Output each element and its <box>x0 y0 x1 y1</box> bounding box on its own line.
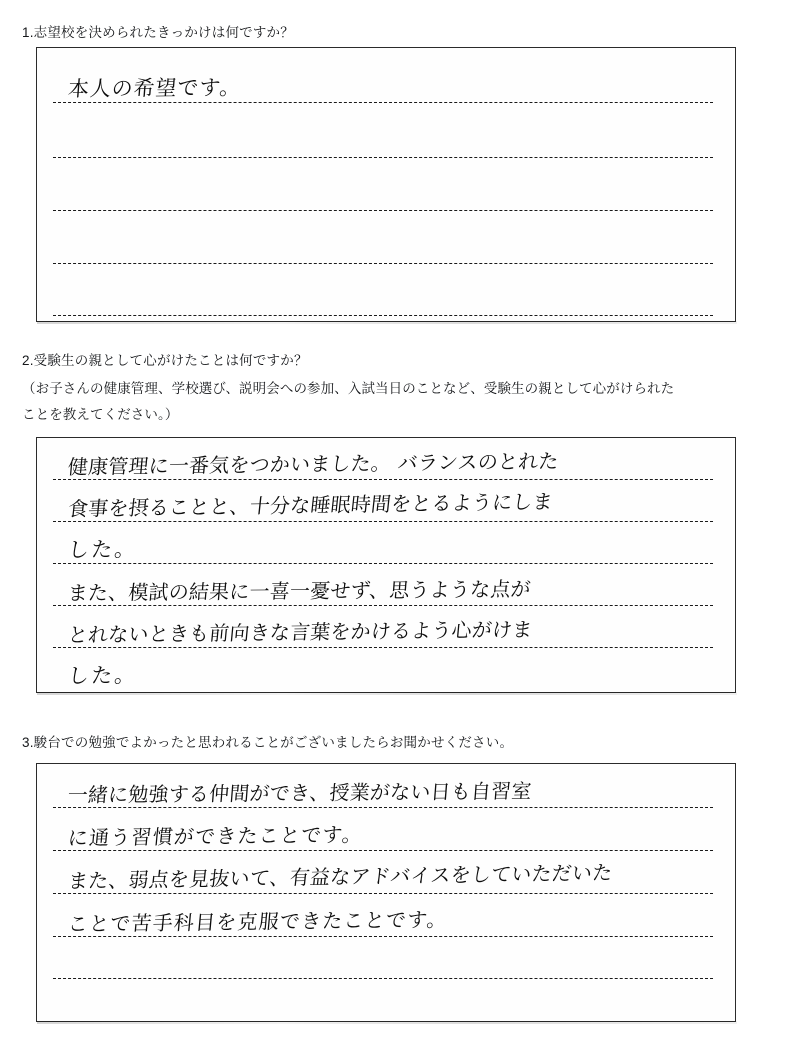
q1-handwriting-line-1: 本人の希望です。 <box>66 75 243 102</box>
q2-handwriting-line-4: また、模試の結果に一喜一憂せず、思うような点が <box>66 576 532 606</box>
question-2-answer-box[interactable] <box>36 437 736 693</box>
q3-handwriting-line-6 <box>67 1008 717 1016</box>
question-2-prompt: 2.受験生の親として心がけたことは何ですか？ <box>22 353 308 368</box>
question-2-subprompt-line-1: （お子さんの健康管理、学校選び、説明会への参加、入試当日のことなど、受験生の親として心がけられた <box>22 381 675 396</box>
q1-ruled-rows <box>37 48 735 321</box>
q1-rule-1 <box>53 102 713 103</box>
q2-handwriting-line-6: した。 <box>66 663 139 689</box>
q2-rule-3 <box>53 563 713 564</box>
q1-rule-2 <box>53 157 713 158</box>
q2-handwriting-line-5: とれないときも前向きな言葉をかけるよう心がけま <box>66 617 534 648</box>
q2-ruled-rows <box>37 438 735 692</box>
q1-rule-4 <box>53 263 713 264</box>
q2-rule-1 <box>53 479 713 480</box>
question-2-subprompt-line-2: ことを教えてください。） <box>22 407 179 422</box>
q2-handwriting-line-2: 食事を摂ることと、十分な睡眠時間をとるようにしま <box>66 489 555 522</box>
q2-rule-5 <box>53 647 713 648</box>
q1-rule-3 <box>53 210 713 211</box>
q3-handwriting-line-3: また、弱点を見抜いて、有益なアドバイスをしていただいた <box>66 860 614 894</box>
q1-rule-5 <box>53 315 713 316</box>
q3-handwriting-line-2: に通う習慣ができたことです。 <box>66 822 365 851</box>
q3-handwriting-line-4: ことで苦手科目を克服できたことです。 <box>66 907 450 937</box>
question-3-answer-box[interactable] <box>36 763 736 1022</box>
question-3-prompt: 3.駿台での勉強でよかったと思われることがございましたらお聞かせください。 <box>22 735 514 750</box>
q2-handwriting-line-1: 健康管理に一番気をつかいました。 バランスのとれた <box>66 448 560 480</box>
q3-rule-5 <box>53 978 713 979</box>
q3-rule-2 <box>53 850 713 851</box>
q1-handwriting-line-4 <box>67 253 717 261</box>
q3-rule-4 <box>53 936 713 937</box>
q3-rule-1 <box>53 807 713 808</box>
q1-handwriting-line-2 <box>67 147 717 155</box>
q1-handwriting-line-3 <box>67 200 717 208</box>
q1-handwriting-line-5 <box>67 305 717 313</box>
q2-handwriting-line-3: した。 <box>66 537 139 563</box>
q3-handwriting-line-1: 一緒に勉強する仲間ができ、授業がない日も自習室 <box>66 778 533 808</box>
question-1-prompt: 1.志望校を決められたきっかけは何ですか？ <box>22 25 294 40</box>
question-1-answer-box[interactable] <box>36 47 736 322</box>
q3-ruled-rows <box>37 764 735 1021</box>
q3-handwriting-line-5 <box>67 968 717 976</box>
q3-rule-3 <box>53 893 713 894</box>
q2-rule-2 <box>53 521 713 522</box>
q2-rule-4 <box>53 605 713 606</box>
